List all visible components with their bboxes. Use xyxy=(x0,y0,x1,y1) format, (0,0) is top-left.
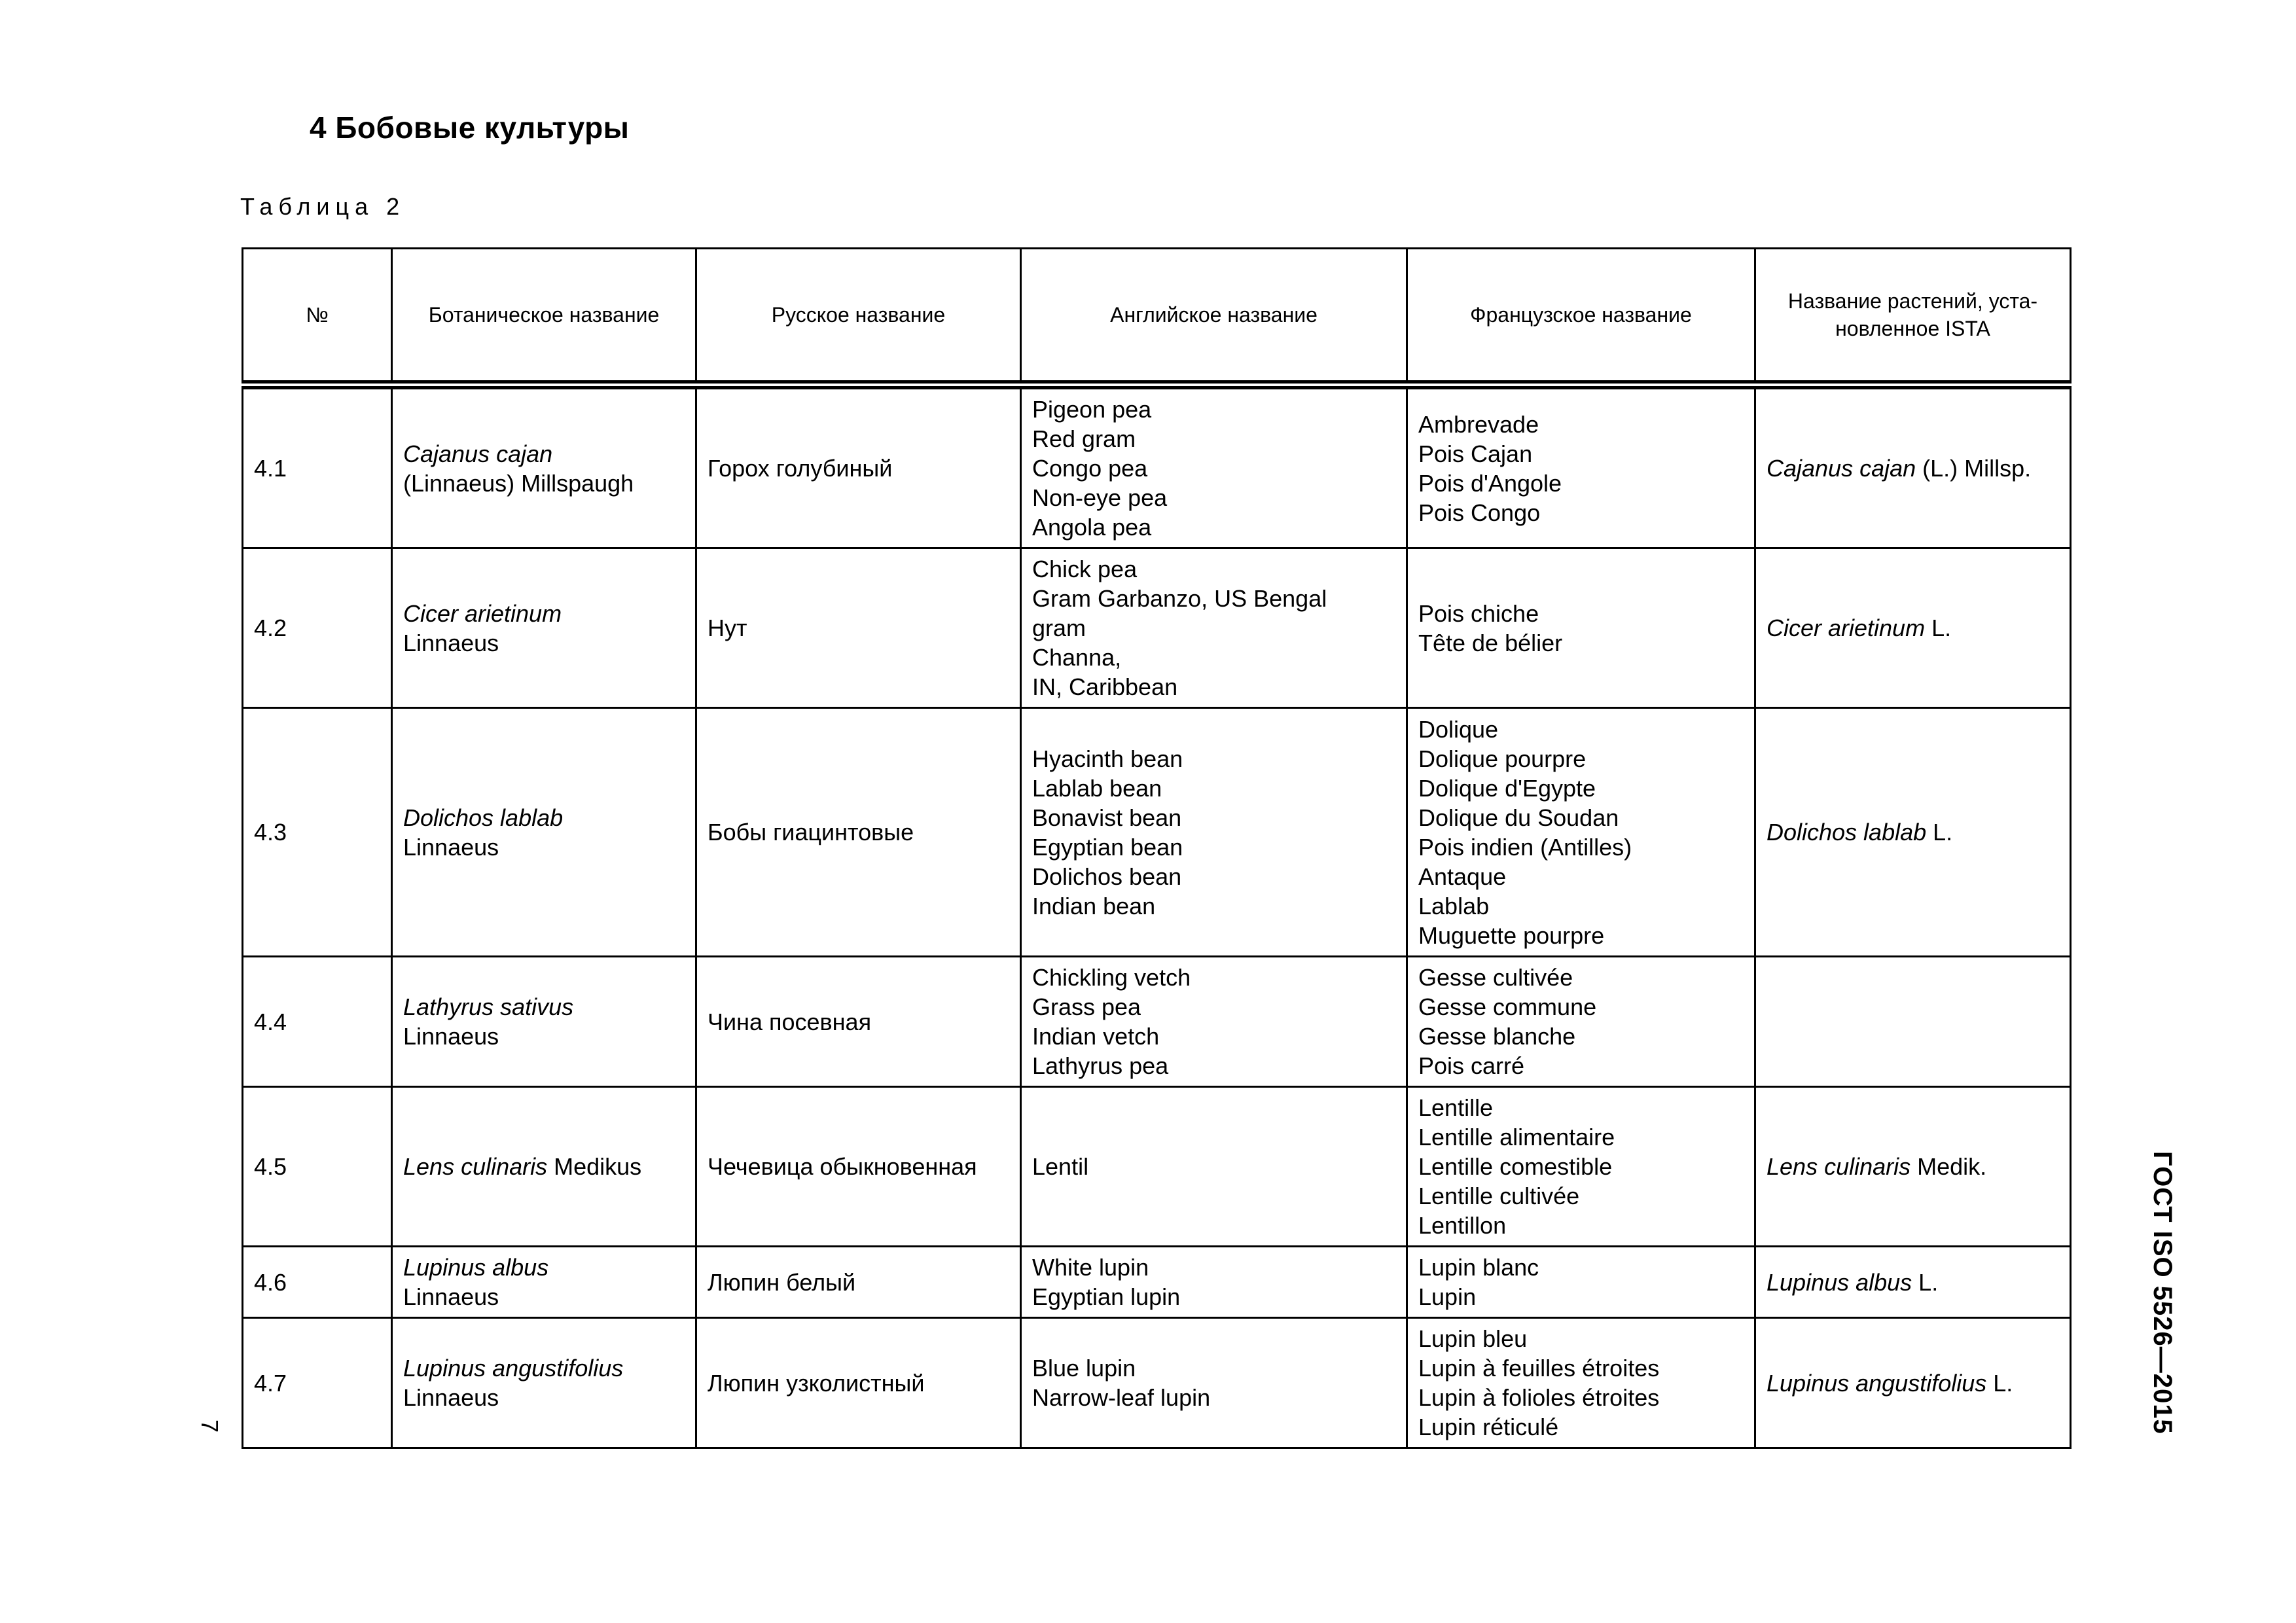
cell-ista-name xyxy=(1755,1247,2071,1318)
french-name: Pois chiche xyxy=(1418,599,1539,627)
cell-number: 4.6 xyxy=(243,1247,392,1318)
cell-english-names xyxy=(1021,548,1407,708)
french-name: Lablab xyxy=(1418,892,1490,919)
table-body xyxy=(243,385,2071,1448)
english-name: Channa, xyxy=(1032,644,1122,671)
french-name: Lentille xyxy=(1418,1094,1494,1121)
french-name: Lupin blanc xyxy=(1418,1254,1539,1281)
cell-french-names xyxy=(1407,1247,1755,1318)
cell-french-names xyxy=(1407,708,1755,957)
column-header-french: Французское название xyxy=(1407,249,1755,385)
section-heading: 4 Бобовые культуры xyxy=(310,111,630,145)
french-name: Antaque xyxy=(1418,863,1507,890)
french-name: Lupin à feuilles étroites xyxy=(1418,1355,1660,1382)
botanical-author: Linnaeus xyxy=(403,833,499,861)
english-name: Lablab bean xyxy=(1032,774,1162,802)
english-name: Indian bean xyxy=(1032,892,1156,919)
ista-latin-name: Dolichos lablab xyxy=(1767,819,1927,846)
cell-botanical-name xyxy=(392,385,696,548)
english-name: Lentil xyxy=(1032,1153,1089,1180)
cell-russian-name: Нут xyxy=(696,548,1021,708)
botanical-latin-name: Lupinus albus xyxy=(403,1254,549,1281)
column-header-ista: Название растений, уста-новленное ISTA xyxy=(1755,249,2071,385)
table-header-row xyxy=(243,249,2071,385)
french-name: Pois indien (Antilles) xyxy=(1418,833,1632,861)
french-name: Pois d'Angole xyxy=(1418,469,1562,497)
french-name: Dolique pourpre xyxy=(1418,745,1587,772)
cell-botanical-name xyxy=(392,548,696,708)
cell-russian-name: Чина посевная xyxy=(696,957,1021,1087)
french-name: Lupin à folioles étroites xyxy=(1418,1384,1660,1411)
cell-french-names xyxy=(1407,1318,1755,1448)
english-name: Non-eye pea xyxy=(1032,484,1168,511)
ista-author: L. xyxy=(1912,1268,1939,1296)
cell-number: 4.7 xyxy=(243,1318,392,1448)
cell-english-names xyxy=(1021,957,1407,1087)
french-name: Dolique d'Egypte xyxy=(1418,774,1596,802)
french-name: Pois carré xyxy=(1418,1052,1525,1079)
french-name: Lupin réticulé xyxy=(1418,1414,1559,1440)
english-name: Lathyrus pea xyxy=(1032,1052,1169,1079)
cell-french-names xyxy=(1407,957,1755,1087)
table-row xyxy=(243,1247,2071,1318)
botanical-author: Linnaeus xyxy=(403,1023,499,1050)
french-name: Dolique xyxy=(1418,715,1499,743)
english-name: White lupin xyxy=(1032,1254,1149,1281)
table-row xyxy=(243,1318,2071,1448)
english-name: Chickling vetch xyxy=(1032,964,1191,991)
cell-russian-name: Бобы гиацинтовые xyxy=(696,708,1021,957)
french-name: Tête de bélier xyxy=(1418,629,1563,656)
french-name: Gesse cultivée xyxy=(1418,964,1573,991)
ista-latin-name: Lupinus angustifolius xyxy=(1767,1369,1987,1397)
cell-french-names xyxy=(1407,385,1755,548)
cell-french-names xyxy=(1407,548,1755,708)
french-name: Lentillon xyxy=(1418,1212,1507,1239)
english-name: Chick pea xyxy=(1032,556,1138,582)
english-name: Hyacinth bean xyxy=(1032,745,1183,772)
cell-botanical-name xyxy=(392,708,696,957)
table-row xyxy=(243,385,2071,548)
english-name: Egyptian bean xyxy=(1032,833,1183,861)
ista-author: Medik. xyxy=(1910,1153,1987,1180)
cell-ista-name xyxy=(1755,1087,2071,1247)
french-name: Lentille alimentaire xyxy=(1418,1124,1615,1150)
cell-botanical-name xyxy=(392,1247,696,1318)
ista-latin-name: Lupinus albus xyxy=(1767,1268,1912,1296)
botanical-author: (Linnaeus) Millspaugh xyxy=(403,469,634,497)
cell-number: 4.4 xyxy=(243,957,392,1087)
french-name: Lupin xyxy=(1418,1283,1477,1310)
botanical-latin-name: Lens culinaris xyxy=(403,1153,548,1180)
table-caption: Таблица 2 xyxy=(240,193,406,220)
botanical-latin-name: Lathyrus sativus xyxy=(403,993,574,1020)
cell-number: 4.1 xyxy=(243,385,392,548)
cell-botanical-name xyxy=(392,1318,696,1448)
english-name: Dolichos bean xyxy=(1032,863,1182,890)
cell-russian-name: Горох голубиный xyxy=(696,385,1021,548)
english-name: Bonavist bean xyxy=(1032,804,1182,831)
ista-author: L. xyxy=(1986,1369,2013,1397)
english-name: Pigeon pea xyxy=(1032,396,1152,423)
table-row xyxy=(243,548,2071,708)
french-name: Lentille cultivée xyxy=(1418,1183,1580,1209)
cell-ista-name xyxy=(1755,548,2071,708)
ista-author: L. xyxy=(1926,819,1953,846)
english-name: gram xyxy=(1032,615,1086,641)
english-name: Narrow-leaf lupin xyxy=(1032,1384,1211,1411)
ista-latin-name: Cicer arietinum xyxy=(1767,615,1926,641)
ista-author: (L.) Millsp. xyxy=(1916,455,2032,482)
ista-author: L. xyxy=(1925,615,1952,641)
column-header-russian: Русское название xyxy=(696,249,1021,385)
cell-botanical-name xyxy=(392,957,696,1087)
column-header-number: № xyxy=(243,249,392,385)
table-row xyxy=(243,708,2071,957)
botanical-latin-name: Cajanus cajan xyxy=(403,440,553,467)
french-name: Lupin bleu xyxy=(1418,1325,1528,1352)
cell-english-names xyxy=(1021,708,1407,957)
english-name: IN, Caribbean xyxy=(1032,673,1178,700)
column-header-botanical: Ботаническое название xyxy=(392,249,696,385)
botanical-latin-name: Dolichos lablab xyxy=(403,804,564,831)
english-name: Blue lupin xyxy=(1032,1355,1136,1382)
page-number: 7 xyxy=(196,1419,224,1433)
botanical-latin-name: Lupinus angustifolius xyxy=(403,1355,624,1382)
french-name: Pois Cajan xyxy=(1418,440,1533,467)
french-name: Gesse blanche xyxy=(1418,1023,1576,1050)
english-name: Red gram xyxy=(1032,425,1136,452)
cell-number: 4.3 xyxy=(243,708,392,957)
cell-ista-name xyxy=(1755,708,2071,957)
document-code: ГОСТ ISO 5526—2015 xyxy=(2148,1150,2177,1435)
botanical-author: Linnaeus xyxy=(403,1384,499,1411)
french-name: Ambrevade xyxy=(1418,410,1539,438)
botanical-author: Linnaeus xyxy=(403,629,499,656)
column-header-english: Английское название xyxy=(1021,249,1407,385)
crops-table xyxy=(242,247,2070,1449)
botanical-latin-name: Cicer arietinum xyxy=(403,599,562,627)
cell-ista-name xyxy=(1755,385,2071,548)
cell-english-names xyxy=(1021,385,1407,548)
cell-english-names xyxy=(1021,1318,1407,1448)
french-name: Pois Congo xyxy=(1418,499,1541,526)
cell-number: 4.5 xyxy=(243,1087,392,1247)
botanical-author: Medikus xyxy=(547,1153,642,1180)
botanical-author: Linnaeus xyxy=(403,1283,499,1310)
cell-ista-name xyxy=(1755,957,2071,1087)
cell-botanical-name xyxy=(392,1087,696,1247)
french-name: Lentille comestible xyxy=(1418,1153,1613,1180)
cell-russian-name: Люпин белый xyxy=(696,1247,1021,1318)
french-name: Muguette pourpre xyxy=(1418,921,1605,949)
english-name: Egyptian lupin xyxy=(1032,1283,1181,1310)
cell-ista-name xyxy=(1755,1318,2071,1448)
cell-russian-name: Чечевица обыкновенная xyxy=(696,1087,1021,1247)
table-row xyxy=(243,1087,2071,1247)
english-name: Congo pea xyxy=(1032,455,1148,482)
cell-french-names xyxy=(1407,1087,1755,1247)
ista-latin-name: Cajanus cajan xyxy=(1767,455,1916,482)
english-name: Grass pea xyxy=(1032,993,1141,1020)
cell-russian-name: Люпин узколистный xyxy=(696,1318,1021,1448)
french-name: Gesse commune xyxy=(1418,993,1597,1020)
english-name: Indian vetch xyxy=(1032,1023,1160,1050)
french-name: Dolique du Soudan xyxy=(1418,804,1619,831)
ista-latin-name: Lens culinaris xyxy=(1767,1153,1911,1180)
table-row xyxy=(243,957,2071,1087)
cell-english-names xyxy=(1021,1087,1407,1247)
cell-english-names xyxy=(1021,1247,1407,1318)
english-name: Angola pea xyxy=(1032,514,1152,541)
english-name: Gram Garbanzo, US Bengal xyxy=(1032,585,1327,612)
cell-number: 4.2 xyxy=(243,548,392,708)
